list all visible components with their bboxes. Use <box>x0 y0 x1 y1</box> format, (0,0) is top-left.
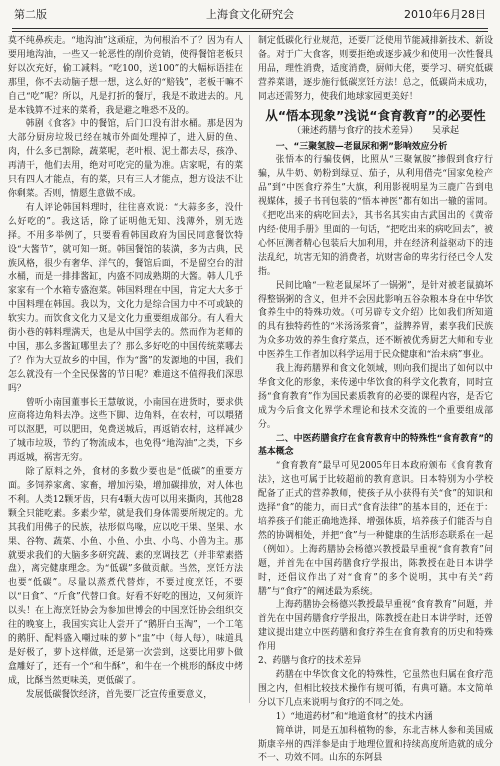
paragraph: 我上海药膳界和食文化领域，则向我们提出了如何以中华食文化的形象，来传递中华饮食的科学文化教育，同时宣扬“食育教育”作为国民素质教育的必要的课程内容，是否它成为今后食文化界学术理论和技术交流的一个重要组成部分。 <box>258 364 493 430</box>
header-rule-top <box>12 28 488 29</box>
publication-name: 上海食文化研究会 <box>206 8 294 21</box>
issue-label: 第二版 <box>14 8 47 21</box>
article-header <box>258 107 493 138</box>
issue-date: 2010年6月28日 <box>404 8 486 21</box>
paragraph: 莫不纯鼻疾走。“地沟油”这顽症，为何根治不了？因为有人要用地沟油，一些又一轮恶性的削价竞销，使得餐馆老板只好以次充好，偷工减料。“吃100，送100”的大幅标语挂在那里，你不去动脑子想一想，这么好的“赔钱”，老板干嘛不自己“吃”呢？所以，凡是打折的餐厅，我是不敢进去的。凡是本钱算不过来的菜肴，我是避之唯恐不及的。 <box>8 36 243 116</box>
intro-paragraph: 制定低碳化行业规范，还要厂泛使用节能减排新技术、新设备。对于广大食客，则要拒绝或逐步减少和使用一次性餐具用品，理性消费，适度消费，厨师大佬，要学习、研究低碳营养菜谱，逐步施行低碳烹饪方法！总之，低碳尚未成功，同志还需努力，使我们地球家园更美好！ <box>258 36 493 102</box>
section-heading: 二、中医药膳食疗在食育教育中的特殊性“食育教育”的基本概念 <box>258 433 493 458</box>
paragraph: 1）“地道药材”和“地道食材”的技术内涵 <box>275 711 433 722</box>
paragraph: 上海药膳协会杨德兴教授最早重视“食育教育”问题，并首先在中国药膳食疗学报出，陈教授在赴日本讲学时，还曾建议提出建立中医药膳和食疗养生在食育教育的历史和特殊作用 <box>258 600 493 653</box>
paragraph: 韩剧《食客》中的餐馆，后门口没有泔水桶。那是因为大部分厨房垃圾已经在城市外面处理掉了，进入厨的鱼、肉，什么多已割除，蔬菜呢，老叶根、泥土都去尽，孩净、再清干，他们去用，绝对可吃完的量为准。店家呢，有的菜只有四人才能点，有的菜，只有三人才能点，想方设法不让你剩菜。否则，情愿生意做不成。 <box>8 119 243 199</box>
article-author: 吴承起 <box>432 125 460 136</box>
paragraph: 简单讲，同是五加科植物的参，东北吉林人参和美国威斯康辛州的西洋参是由于地理位置和持续高度所造就的成分不一、功效不同。山东的东阿县 <box>258 725 493 764</box>
section-heading: 一、“三聚氢胺—老鼠尿和粥”影响效应分析 <box>275 141 448 152</box>
column-divider <box>249 35 250 703</box>
paragraph: 有人评论韩国料理时，往往喜欢说：“大蒜多多，没什么好吃的”。我这话，除了证明他无知、浅薄外，别无选择。不用多举例了，只要看看韩国政府为国民同意餐饮特设“大酱节”，就可知一斑。韩国餐馆的装潢，多为古典，民族风格，很少有奢华、洋气的，餐馆后面，不是留空台的泔水桶，而是一排排酱缸，内盛不同成熟期的大酱。韩人几乎家家有一个水箱专盛泡菜。韩国料理在中国，肯定大大多于中国料理在韩国。我以为，文化力是综合国力中不可或缺的软实力。而饮食文化力又是文化力重要组成部分。有人看大街小巷的韩料理满天，也是从中国学去的。然而作为老师的中国，那么多酱缸哪里去了？那么多好吃的中国传统菜哪去了？作为大豆故乡的中国，作为“酱”的发源地的中国，我们怎么就没有一个全民保酱的节日呢？难道这不值得我们深思吗？ <box>8 202 243 394</box>
paragraph: 曾听小南国董事长王慧敏说，小南国在进货时，要求供应商将边角料去净。这些下脚、边角料，在农村，可以喂猪可以沤肥，可以肥田，免费送城后，再返销农村，这样减少了城市垃圾，节约了物流成本，也免得“地沟油”之类，下乡再返城，祸害无穷。 <box>8 397 243 464</box>
paragraph: 张悟本的行骗伎俩，比照从“三聚氰胺”掺假到食疗行骗，从牛奶、奶粉到绿豆、茄子，从利用借壳“国家免检产品”到“中医食疗养生”大旗，利用影视明星为三鹿广告到电视媒体，援子书刊包装的“悟本神医”都有如出一辙的雷同。《把吃出来的病吃回去》，其书名其实由古武国出的《黄帝内经·使用手册》里面的一句话，“把吃出来的病吃回去”，被心怀叵测者精心包装后大加利用，并在经济利益驱动下的违法乱纪，坑害无知的消费者，坑财害命的卑劣行径已令人发指。 <box>258 155 493 277</box>
section-subheading: 2、药膳与食疗的技术差异 <box>258 656 362 667</box>
paragraph: “食育教育”最早可见2005年日本政府颁布《食育教育法》，这也可属于比较超前的教育意识。日本特别为小学校配备了正式的营养教师，使孩子从小获得有关“食”的知识和选择“食”的能力，而日式“食育法律”的基本目的，还在于：培养孩子们能正确地选择、增强体质，培养孩子们能否与自然的协调相处，并把“食”与一种健康的生活形态联系在一起（例如）。上海药膳协会杨德兴教授最早重视“食育教育”问题，并首先在中国药膳食疗学报出，陈教授在赴日本讲学时，还倡议作出了对“食育”的多个说明，其中有关“药膳”与“食疗”的阐述最为系统。 <box>258 461 493 597</box>
header-rule-bottom <box>12 31 488 32</box>
page-header <box>12 4 488 26</box>
right-column <box>258 35 493 764</box>
left-column <box>8 35 243 703</box>
paragraph: 药膳在中华饮食文化的特殊性，它虽然也归属在食疗范围之内，但相比较技术操作有规可循，有典可籍。本文简单分以下几点来说明与食疗的不同之处。 <box>258 669 493 708</box>
article-title: 从“悟本现象”浅说“食育教育”的必要性 <box>265 107 486 123</box>
paragraph: 民间比喻“一粒老鼠屎坏了一锅粥”，是针对被老鼠搞坏得整锅粥的含义，但并不会因此影响五谷杂粮本身在中华饮食养生中的特殊功效。（可另辟专文介绍）比如我们所知道的具有独特药性的“米汤汤浆膏”，益脾养胃，素享我们民族为众多功效的养生食疗菜点，还不断被优秀厨艺大师和专业中医养生工作者加以科学运用于民众健康和“治未病”事业。 <box>258 280 493 361</box>
article-byline <box>258 124 493 138</box>
paragraph: 除了原料之外，食材的多数少要也是“低碳”的重要方面。多饲养家禽、家畜，增加污染，增加碳排放，对人体也不利。人类12颗牙齿，只有4颗大齿可以用来撕肉，其他28颗全只能吃素。多素少荤，就是我们身体需要所规定的。尤其我们用佛子的民族，祛形似鸟喙，应以吃干果、坚果、水果、谷物、蔬菜、小鱼、小鱼、小虫、小鸟、小兽为主。那就要求我们的大脑多多研究蔬、素的烹调技艺（并非荤素搭盘），离完健康理念。为“低碳”多做贡献。当然，烹饪方法也要“低碳”。尽量以蒸煮代替炸，不要过度烹饪，不要以“日食”、“斤食”代替口食。好看不好吃的围边，又何须许以头！在上海烹饪协会为参加世博会的中国烹饪协会组织交往的晚宴上，我国实宾让人尝开了“鹅肝白玉淘”，一个工笔的鹅肝、配料盛入嘲过味的萝卜“盅”中（每人每），味道具是好极了，萝卜这样做，还是第一次尝到，这要比用萝卜做盒雕好了，还有一个“和牛酥”，和牛在一个桃形的酥皮中烤成，比酥当然更味美，更低碳了。 <box>8 467 243 686</box>
paragraph: 发展低碳餐饮经济，首先要厂泛宣传重要意义， <box>25 689 213 700</box>
article-subtitle: （兼述药膳与食疗的技术差异） <box>291 125 418 136</box>
